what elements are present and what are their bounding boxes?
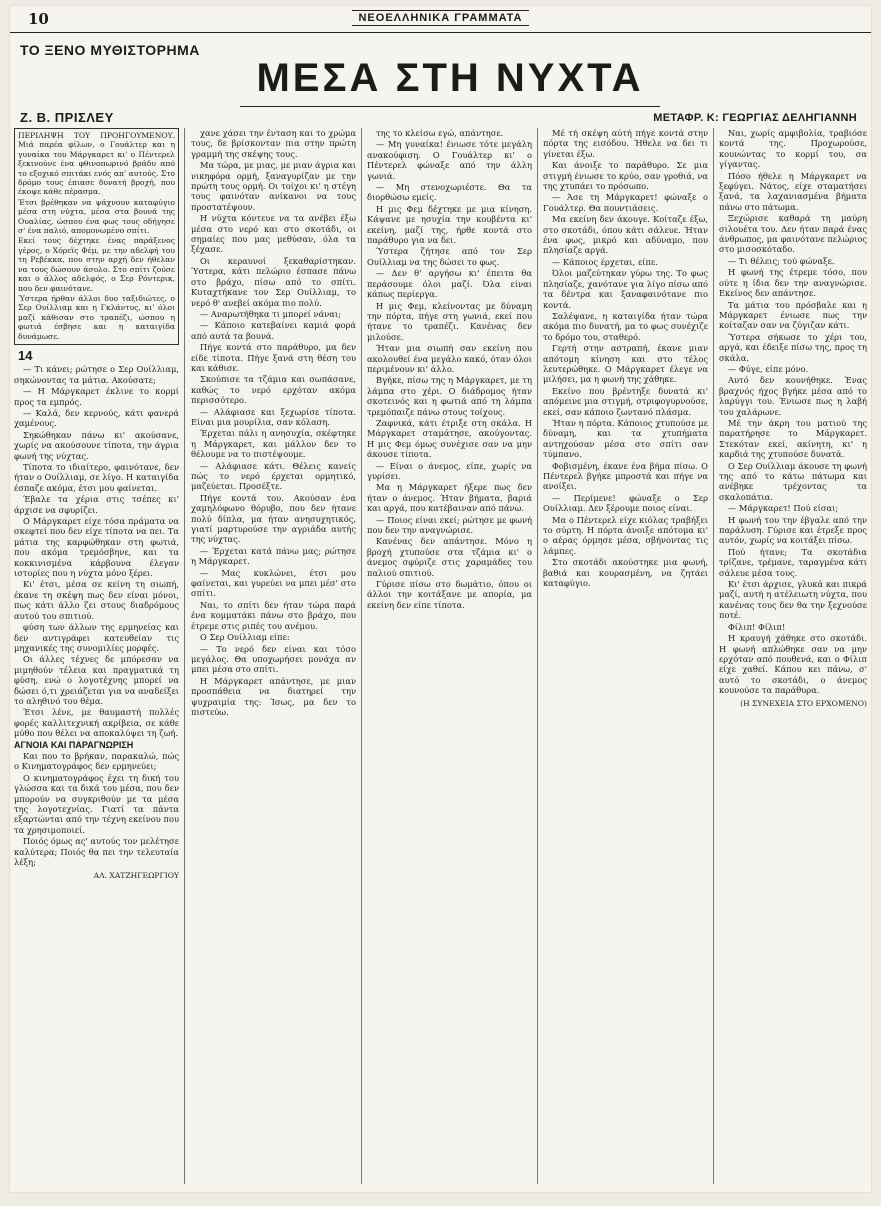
body-paragraph: Σηκώθηκαν πάνω κι' ακούσανε, χωρίς να ακούσουνε τίποτα, την άγρια φωνή της νύχτας. (14, 429, 179, 461)
running-header (10, 10, 871, 33)
body-paragraph: Ξεχώρισε καθαρά τη μαύρη σιλουέτα του. Δεν ήταν παρά ένας άνθρωπος, μα φαινότανε πελώριος στο μισοσκόταδο. (719, 213, 867, 255)
body-paragraph: Η μις Φεμ δέχτηκε με μια κίνηση. Κάψανε με ησυχία την κουβέντα κι' εκείνη, μαζί της, ήρθε κοντά στο παράθυρο για να δει. (367, 203, 532, 246)
body-paragraph: Κι' έτσι άρχισε, γλυκά και πικρά μαζί, αυτή η ατέλειωτη νύχτα, που κανένας τους δεν θα την ξεχνούσε ποτέ. (719, 579, 867, 621)
editor-note-paragraph: φύση των άλλων της ερμηνείας και δεν αντιγράφει κατευθείαν τις μηχανικές της συνομιλίες μορφές. (14, 622, 179, 653)
body-paragraph: Μέ την άκρη του ματιού της παρατήρησε το Μάργκαρετ. Στεκόταν εκεί, ακίνητη, κι' η καρδιά της χτυπούσε δυνατά. (719, 417, 867, 460)
body-paragraph: Πού ήτανε; Τα σκοτάδια τρίζανε, τρέμανε, ταραγμένα κάτι σάλευε μέσα τους. (719, 546, 867, 578)
body-paragraph: Πήγε κοντά του. Ακούσαν ένα χαμηλόφωνο θόρυβο, που δεν ήτανε πολύ δίπλα, μα ήταν ανησυχητικός, γιατί μαρτυρούσε την αγριάδα αυτής της νύχτας. (191, 492, 356, 545)
body-paragraph: Φίλιπ! Φίλιπ! (728, 621, 786, 632)
body-paragraph: — Κάποιο κατεβαίνει καμιά φορά από αυτά τα βουνά. (191, 320, 356, 341)
summary-paragraph: Έτσι βρέθηκαν να ψάχνουν καταφύγιο μέσα στη νύχτα, μέσα στα βουνά της Ουαλίας, ώσπου ένα φως τους οδήγησε σ' ένα παλιό, απομονωμένο σπίτι. (18, 197, 175, 236)
page-number: 10 (28, 10, 49, 28)
journal-title-text: ΝΕΟΕΛΛΗΝΙΚΑ ΓΡΑΜΜΑΤΑ (352, 10, 528, 26)
body-paragraph: — Περίμενε! φώναξε ο Σερ Ουίλλιαμ. Δεν ξέρουμε ποιος είναι. (543, 492, 708, 514)
column-1-body (14, 364, 179, 621)
body-paragraph: Ήταν μια σιωπή σαν εκείνη που ακολουθεί ένα μεγάλο κακό, όταν όλοι περιμένουν κι' άλλο. (367, 343, 532, 374)
body-paragraph: Σαλέψανε, η καταιγίδα ήταν τώρα ακόμα πιο δυνατή, μα το φως συνέχιζε το δρόμο του, σταθερό. (543, 310, 708, 342)
text-column-1 (14, 128, 179, 1184)
body-paragraph: — Δεν θ' αργήσω κι' έπειτα θα περάσουμε όλοι μαζί. Όλα είναι κάπως περίεργα. (367, 268, 532, 300)
body-paragraph: της το κλείσω εγώ, απάντησε. (376, 128, 504, 138)
summary-paragraph: Εκεί τους δέχτηκε ένας παράξενος γέρος, ο Χόρεϊς Φέμ, με την αδελφή του τη Ρεβέκκα, που στην αρχή δεν ήθελαν να τους δώσουν άσυλο. Στο σπίτι ζούσε και ο άλλος αδελφός, ο Σερ Ρόντερικ, που δεν φαινότανε. (18, 236, 175, 293)
body-paragraph: Η Μάργκαρετ απάντησε, με μιαν προσπάθεια να διατηρεί την ψυχραιμία της: Ίσως, μα δεν το πιστεύω. (191, 675, 356, 717)
body-paragraph: — Αναρωτήθηκα τι μπορεί νάναι; (200, 308, 341, 319)
body-paragraph: Τίποτα το ιδιαίτερο, φαινότανε, δεν ήταν ο Ουίλλιαμ, σε λίγο. Η καταιγίδα έσπαζε ακόμα, έτσι μου φαίνεται. (14, 462, 179, 493)
body-paragraph: Ο Μάργκαρετ είχε τόσα πράματα να σκεφτεί που δεν είχε τίποτα να πει. Τα μάτια της καρφώθηκαν στη φωτιά, που ακόμα τρεμόσβηνε, και τα κοκκινισμένα κάρβουνα έλεγαν ιστορίες που η νύχτα μόνο ξέρει. (14, 516, 179, 579)
body-paragraph: Μα ο Πέντερελ είχε κιόλας τραβήξει το σύρτη. Η πόρτα άνοιξε απότομα κι' ο αέρας όρμησε μέσα, σβήνοντας τις λάμπες. (543, 514, 708, 556)
text-column-4 (543, 128, 708, 1184)
body-paragraph: Ήταν η πόρτα. Κάποιος χτυπούσε με δύναμη, και τα χτυπήματα αντηχούσαν μέσα στο σπίτι σαν τύμπανο. (543, 417, 708, 460)
body-paragraph: — Είναι ο άνεμος, είπε, χωρίς να γυρίσει. (367, 460, 532, 481)
editor-note-paragraph: Ο κινηματογράφος έχει τη δική του γλώσσα και τα δικά του μέσα, που δεν μπορούν να συγκριθούν με τα μέσα της λογοτεχνίας. Γιατί τα πάντα εξαρτώνται από την τέχνη εκείνου που τα χρησιμοποιεί. (14, 772, 179, 835)
body-paragraph: Έβαλε τα χέρια στις τσέπες κι' άρχισε να σφυρίζει. (14, 494, 179, 515)
section-rubric: ΤΟ ΞΕΝΟ ΜΥΘΙΣΤΟΡΗΜΑ (20, 42, 200, 58)
body-paragraph: — Μάργκαρετ! Πού είσαι; (728, 503, 839, 514)
body-paragraph: Ζαφνικά, κάτι έτριξε στη σκάλα. Η Μάργκαρετ σταμάτησε, ακούγοντας. Η μις Φεμ όμως συνέχισε σαν να μην άκουσε τίποτα. (367, 417, 532, 460)
summary-paragraph: Ύστερα ήρθαν άλλοι δυο ταξιδιώτες, ο Σερ Ουίλλιαμ και η Γκλάντυς, κι' όλοι μαζί κάθισαν στο τραπέζι, ώσπου η φωτιά έσβησε και η καταιγίδα δυνάμωσε. (18, 293, 175, 341)
body-paragraph: Ύστερα ζήτησε από τον Σερ Ουίλλιαμ να της δώσει το φως. (367, 246, 532, 267)
body-paragraph: Ο Σερ Ουίλλιαμ είπε: (200, 632, 290, 643)
article-title: ΜΕΣΑ ΣΤΗ ΝΥΧΤΑ (256, 56, 644, 100)
section-heading: ΑΓΝΟΙΑ ΚΑΙ ΠΑΡΑΓΝΩΡΙΣΗ (14, 739, 134, 750)
body-paragraph: Πήγε κοντά στο παράθυρο, μα δεν είδε τίποτα. Πήγε ξανά στη θέση του και κάθισε. (191, 342, 356, 373)
body-paragraph: Κανένας δεν απάντησε. Μόνο η βροχή χτυπούσε στα τζάμια κι' ο άνεμος σφύριζε στις χαραμάδες του παλιού σπιτιού. (367, 536, 532, 578)
body-paragraph: Βγήκε, πίσω της η Μάργκαρετ, με τη λάμπα στο χέρι. Ο διάδρομος ήταν σκοτεινός και η φωτιά από τη λάμπα τρεμόπαιζε πάνω στους τοίχους. (367, 375, 532, 417)
body-paragraph: Τα μάτια του πρόσβαλε και η Μάργκαρετ ένιωσε πως την κοίταζαν σαν να ζύγιζαν κάτι. (719, 299, 867, 331)
body-paragraph: Όλοι μαζεύτηκαν γύρω της. Το φως πλησίαζε, χανότανε για λίγο πίσω από τα δέντρα και ξαναφαινότανε πιο κοντά. (543, 268, 708, 310)
body-paragraph: Ύστερα σήκωσε το χέρι του, αργά, και έδειξε πίσω της, προς τη σκάλα. (719, 331, 867, 363)
body-paragraph: Η νύχτα κόντευε να τα ανέβει έξω μέσα στο νερό και στο σκοτάδι, οι σημαίες που μας μεθύσαν, όλα τα ξέχασε. (191, 213, 356, 255)
body-paragraph: — Φύγε, είπε μόνο. (728, 363, 809, 374)
body-paragraph: — Αλάφιασε κάτι. Θέλεις κανείς πώς το νερό έρχεται ορμητικό, μαζεύεται. Προσέξτε. (191, 460, 356, 492)
editor-note-paragraph: Οι άλλες τέχνες δε μπόρεσαν να μιμηθούν τέλεια και πραγματικά τη φύση, ενώ ο λογοτέχνης μπορεί να δώσει ό,τι χρειάζεται για να αναδείξει το αληθινό του θέμα. (14, 654, 179, 706)
author-name: Ζ. Β. ΠΡΙΣΛΕΥ (20, 110, 114, 125)
summary-box (14, 128, 179, 345)
editor-note-paragraph: Και που το βρήκαν, παρακαλώ, πώς ο Κινηματογράφος δεν ερμηνεύει; (14, 750, 179, 772)
body-paragraph: — Άσε τη Μάργκαρετ! φώναξε ο Γουάλτερ. Θα πουντιάσεις. (543, 192, 708, 213)
body-paragraph: Στο σκοτάδι ακούστηκε μια φωνή, βαθιά και κουρασμένη, να ζητάει καταφύγιο. (543, 557, 708, 589)
body-paragraph: Σκούπισε τα τζάμια και σωπάσανε, καθώς το νερό ερχόταν ακόμα περισσότερο. (191, 374, 356, 406)
body-paragraph: Η μις Φεμ, κλείνοντας με δύναμη την πόρτα, πήγε στη γωνιά, εκεί που ήτανε το τραπέζι. Κανένας δεν μιλούσε. (367, 300, 532, 342)
body-paragraph: Μα τώρα, με μιας, με μιαν άγρια και νικηφόρα ορμή, ξαναγυρίζαν με την πρώτη τους ορμή. Οι τοίχοι κι' η στέγη τους φαινόταν ανίκανοι να τους προστατέψουν. (191, 160, 356, 212)
body-paragraph: — Μας κυκλώνει, έτσι μου φαίνεται, και γυρεύει να μπει μέσ' στο σπίτι. (191, 567, 356, 599)
editor-signature: ΑΛ. ΧΑΤΖΗΓΕΩΡΓΙΟΥ (93, 871, 179, 881)
body-paragraph: Η φωνή της έτρεμε τόσο, που ούτε η ίδια δεν την αναγνώρισε. Εκείνος δεν απάντησε. (719, 267, 867, 299)
column-rule (361, 128, 362, 1184)
body-paragraph: — Το νερό δεν είναι και τόσο μεγάλος. Θα υποχωρήσει μονάχα αν μπει μέσα στο σπίτι. (191, 643, 356, 675)
body-paragraph: Φοβισμένη, έκανε ένα βήμα πίσω. Ο Πέντερελ βγήκε μπροστά και πήγε να ανοίξει. (543, 460, 708, 492)
body-paragraph: — Κάποιος έρχεται, είπε. (552, 256, 658, 267)
translator-credit: ΜΕΤΑΦΡ. Κ: ΓΕΩΡΓΙΑΣ ΔΕΛΗΓΙΑΝΝΗ (653, 112, 857, 124)
text-columns (10, 128, 871, 1184)
text-column-2 (191, 128, 356, 1184)
body-paragraph: Ναι, χωρίς αμφιβολία, τραβιόσε κοντά της. Προχωρούσε, κουνώντας το κορμί του, σα γίγαντας. (719, 128, 867, 170)
body-paragraph: — Καλά, δεν κερνούς, κάτι φανερά χαμένους. (14, 407, 179, 429)
summary-paragraph: ΠΕΡΙΛΗΨΗ ΤΟΥ ΠΡΟΗΓΟΥΜΕΝΟΥ. Μιά παρέα φίλων, ο Γουάλτερ και η γυναίκα του Μάργκαρετ κι' ο Πέντερελ ξεκινούνε ένα φθινοπωρινό βράδυ από το εξοχικό σπιτάκι ενός απ' αυτούς. Στο δρόμο τους έπιασε δυνατή βροχή, που έκοψε κάθε πέρασμα. (18, 131, 175, 197)
body-paragraph: Μα η Μάργκαρετ ήξερε πως δεν ήταν ο άνεμος. Ήταν βήματα, βαριά και αργά, που κατέβαιναν από πάνω. (367, 482, 532, 514)
body-paragraph: Αυτό δεν κουνήθηκε. Ένας βραχνός ήχος βγήκε μέσα από το λαρύγγι του. Ένιωσε πως η λαβή του χαλάρωνε. (719, 375, 867, 417)
body-paragraph: Κι' έτσι, μέσα σε κείνη τη σιωπή, έκανε τη σκέψη πως δεν είναι μόνοι, πως κάτι άλλο ζει στους διαδρόμους αυτού του σπιτιού. (14, 579, 179, 621)
body-paragraph: χανε χάσει την ένταση και το χρώμα τους, δε βρίσκονταν πια στην πρώτη γραμμή της σκέψης τους. (191, 128, 356, 159)
body-paragraph: Γερτή στην αστραπή, έκανε μιαν απότομη κίνηση και στο τέλος λευτερώθηκε. Ο Μάργκαρετ έλεγε να μιλήσει, μα η φωνή της χάθηκε. (543, 343, 708, 385)
body-paragraph: — Μη γυναίκα! ένιωσε τότε μεγάλη ανακούφιση. Ο Γουάλτερ κι' ο Πέντερελ φώναξε από την άλλη γωνιά. (367, 139, 532, 181)
body-paragraph: — Έρχεται κατά πάνω μας; ρώτησε η Μάργκαρετ. (191, 545, 356, 567)
body-paragraph: — Μη στενοχωριέστε. Θα τα διορθώσω εμείς. (367, 182, 532, 203)
magazine-page (10, 6, 871, 1192)
body-paragraph: Οι κεραυνοί ξεκαθαρίστηκαν. Ύστερα, κάτι πελώριο έσπασε πάνω στο βράχο, πίσω από το σπίτι. Κυταχτήκανε τον Σερ Ουίλλιαμ, το νερό θ' ανεβεί ακόμα πιο πολύ. (191, 255, 356, 308)
text-column-5 (719, 128, 867, 1184)
body-paragraph: Μα εκείνη δεν άκουγε. Κοίταζε έξω, στο σκοτάδι, όπου κάτι σάλευε. Ήταν ένα φως, μικρό και αδύναμο, που πλησίαζε αργά. (543, 214, 708, 256)
body-paragraph: — Ποιος είναι εκεί; ρώτησε με φωνή που δεν την αναγνώρισε. (367, 514, 532, 536)
continued-note: (Η ΣΥΝΕΧΕΙΑ ΣΤΟ ΕΡΧΟΜΕΝΟ) (740, 698, 867, 708)
editor-note-paragraph: Έτσι λένε, με θαυμαστή πολλές φορές καλλιτεχνική ακρίβεια, σε κάθε μύθο που θέλει να αποκαλύψει τη ζωή. (14, 707, 179, 739)
body-paragraph: — Η Μάργκαρετ έκλινε το κορμί προς τα εμπρός. (14, 386, 179, 407)
body-paragraph: Η κραυγή χάθηκε στο σκοτάδι. Η φωνή απλώθηκε σαν να μην ερχόταν από πουθενά, και ο Φίλιπ είχε χαθεί. Κάπου κει πάνω, σ' αυτό το σκοτάδι, ο άνεμος κουνούσε τα παράθυρα. (719, 633, 867, 696)
chapter-number: 14 (18, 347, 33, 363)
column-rule (537, 128, 538, 1184)
column-rule (713, 128, 714, 1184)
body-paragraph: Γύρισε πίσω στο δωμάτιο, όπου οι άλλοι την κοιτάξανε με απορία, μα εκείνη δεν είπε τίποτα. (367, 579, 532, 610)
editor-note (14, 622, 179, 882)
column-rule (184, 128, 185, 1184)
body-paragraph: Ο Σερ Ουίλλιαμ άκουσε τη φωνή της από το κάτω πάτωμα και ανέβηκε τρέχοντας τα σκαλοπάτια. (719, 460, 867, 502)
body-paragraph: Η φωνή του την έβγαλε από την παράλυση. Γύρισε και έτρεξε προς αυτόν, χωρίς να κοιτάξει πίσω. (719, 514, 867, 546)
body-paragraph: — Τι θέλεις; τού φώναξε. (728, 255, 835, 266)
title-rule (240, 106, 660, 107)
text-column-3 (367, 128, 532, 1184)
body-paragraph: Ναι, το σπίτι δεν ήταν τώρα παρά ένα κομματάκι πάνω στο βράχο, που έτρεμε στις ριπές του ανέμου. (191, 599, 356, 631)
journal-title (10, 12, 871, 24)
body-paragraph: Πόσο ήθελε η Μάργκαρετ να ξεφύγει. Νάτος, είχε σταματήσει ξανά, τα λαχανιασμένα βήματα πάνω στο πάτωμα. (719, 170, 867, 212)
editor-note-paragraph: Ποιός όμως ας' αυτούς τον μελέτησε καλύτερα; Ποιός θα πει την τελευταία λέξη; (14, 836, 179, 868)
body-paragraph: — Τι κάνει; ρώτησε ο Σερ Ουίλλιαμ, σηκώνοντας τα μάτια. Ακούσατε; (14, 364, 179, 385)
body-paragraph: Μέ τή σκέψη αύτή πήγε κοντά στην πόρτα της εισόδου. Ήθελε να δει τι γίνεται έξω. (543, 128, 708, 159)
body-paragraph: Έρχεται πάλι η ανησυχία, σκέφτηκε η Μάργκαρετ, και μάλλον δεν το θέλουμε να το πιστέψουμε. (191, 428, 356, 460)
body-paragraph: Και άνοιξε το παράθυρο. Σε μια στιγμή ένιωσε το κρύο, σαν γροθιά, να της χτυπάει το πρόσωπο. (543, 160, 708, 192)
body-paragraph: — Αλάφιασε και ξεχωρίσε τίποτα. Είναι μια μουρίλια, σαν κόλαση. (191, 406, 356, 427)
body-paragraph: Εκείνο που βρέντηξε δυνατά κι' απόμεινε μια στιγμή, στριφογυρνούσε, εκεί, σαν κάποιο ζωντανό πλάσμα. (543, 385, 708, 417)
